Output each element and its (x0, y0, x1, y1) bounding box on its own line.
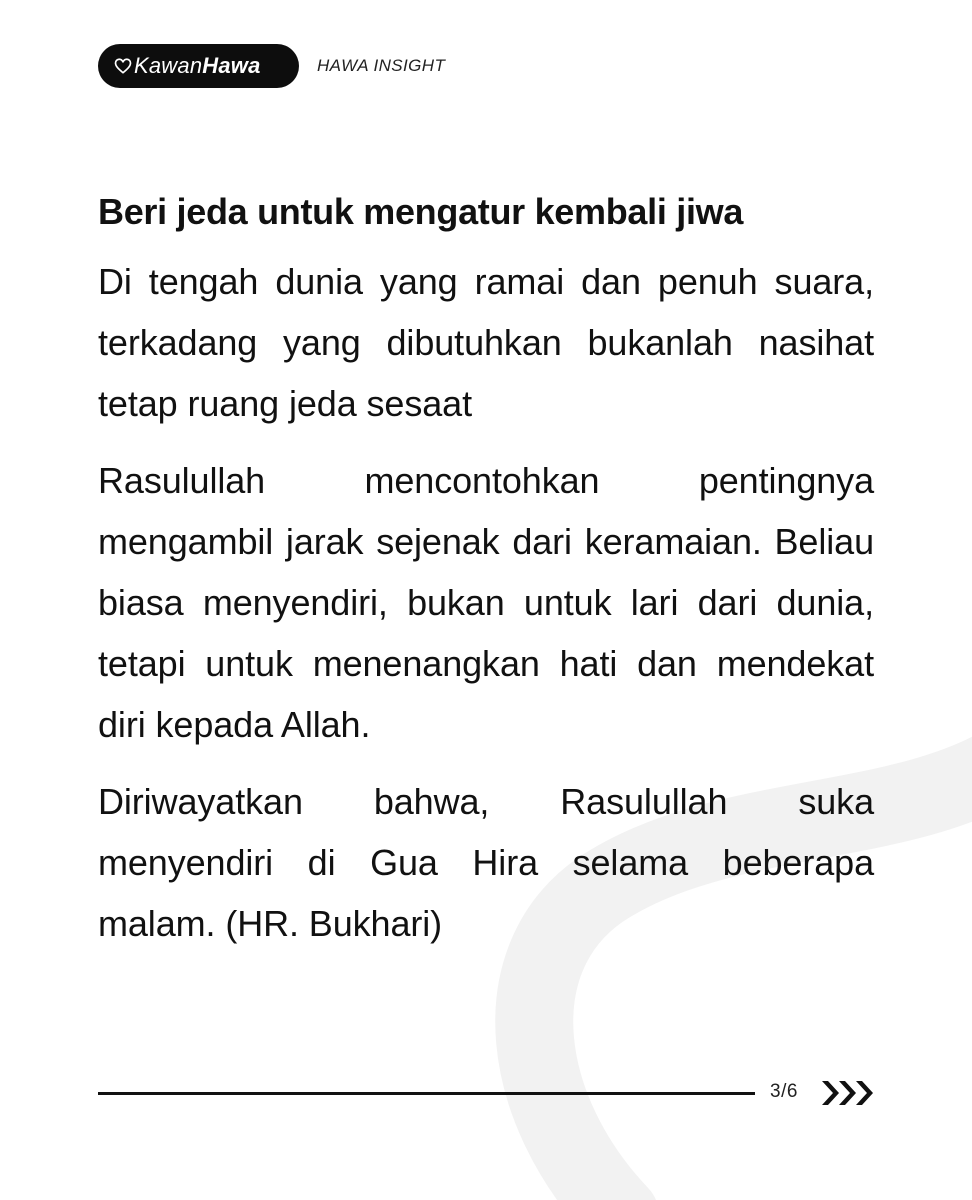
article-body (98, 185, 874, 954)
section-label: HAWA INSIGHT (317, 56, 446, 75)
page-indicator: 3/6 (770, 1081, 798, 1102)
brand-name-part1: Kawan (134, 53, 203, 78)
triple-chevron-right-icon[interactable] (820, 1078, 876, 1108)
heart-outline-icon (114, 57, 132, 75)
article-paragraph-3: Diriwayatkan bahwa, Rasulullah suka menyendiri di Gua Hira selama beberapa malam. (HR. Bukhari) (98, 781, 874, 944)
article-paragraph-2: Rasulullah mencontohkan pentingnya mengambil jarak sejenak dari keramaian. Beliau biasa menyendiri, bukan untuk lari dari dunia, tetapi untuk menenangkan hati dan mendekat diri kepada Allah. (98, 460, 874, 745)
brand-name-part2: Hawa (202, 53, 261, 78)
article-paragraph-1: Di tengah dunia yang ramai dan penuh suara, terkadang yang dibutuhkan bukanlah nasihat tetap ruang jeda sesaat (98, 261, 874, 424)
article-title: Beri jeda untuk mengatur kembali jiwa (98, 191, 744, 232)
header (98, 44, 445, 88)
footer-divider (98, 1092, 755, 1095)
brand-logo[interactable] (98, 44, 299, 88)
